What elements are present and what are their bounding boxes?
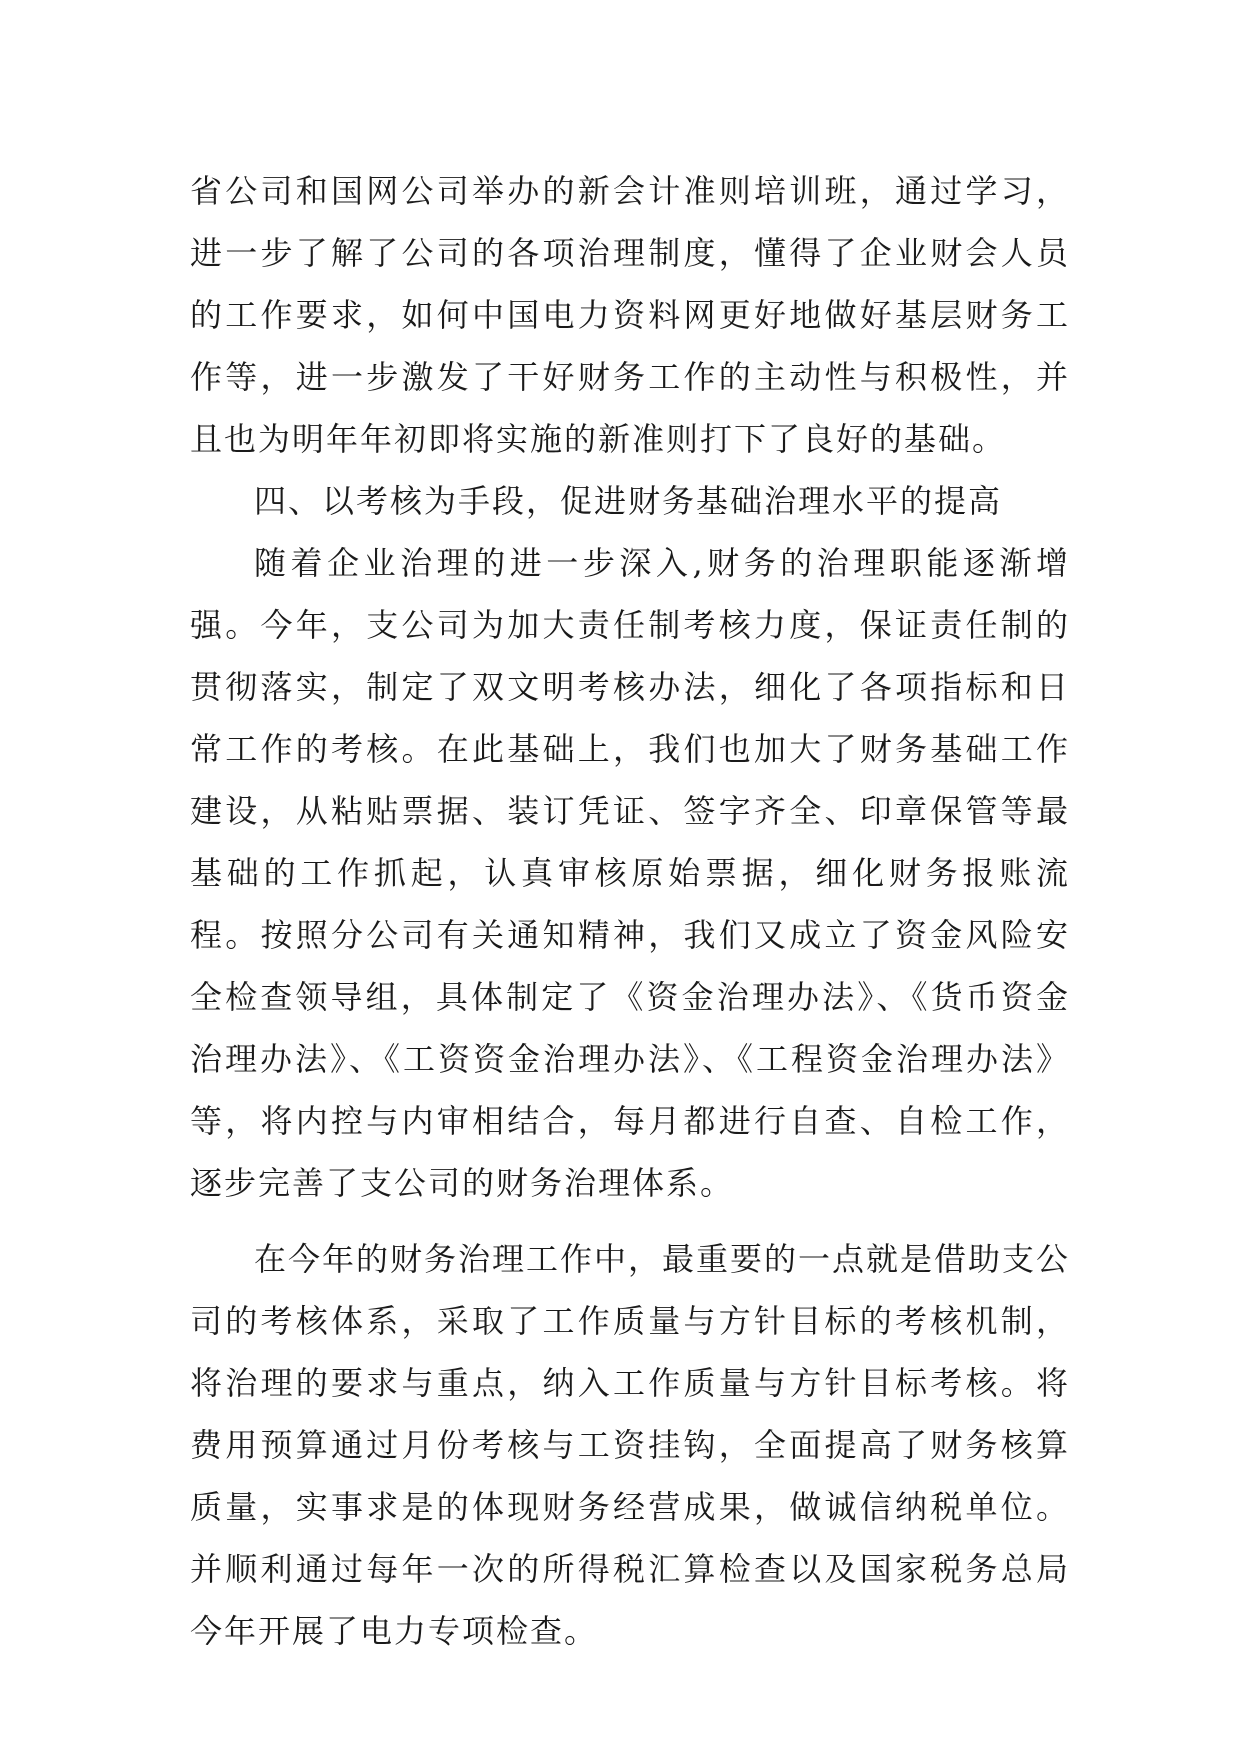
paragraph-assessment: 随着企业治理的进一步深入,财务的治理职能逐渐增强。今年，支公司为加大责任制考核力度，保证责任制的贯彻落实，制定了双文明考核办法，细化了各项指标和日常工作的考核。在此基础上，我们也加大了财务基础工作建设，从粘贴票据、装订凭证、签字齐全、印章保管等最基础的工作抓起，认真审核原始票据，细化财务报账流程。按照分公司有关通知精神，我们又成立了资金风险安全检查领导组，具体制定了《资金治理办法》、《货币资金治理办法》、《工资资金治理办法》、《工程资金治理办法》等，将内控与内审相结合，每月都进行自查、自检工作，逐步完善了支公司的财务治理体系。 (190, 544, 1070, 1202)
paragraph-continuation: 省公司和国网公司举办的新会计准则培训班，通过学习，进一步了解了公司的各项治理制度，懂得了企业财会人员的工作要求，如何中国电力资料网更好地做好基层财务工作等，进一步激发了干好财务工作的主动性与积极性，并且也为明年年初即将实施的新准则打下了良好的基础。 (190, 172, 1070, 458)
document-body (190, 160, 1070, 1662)
paragraph-finance-work: 在今年的财务治理工作中，最重要的一点就是借助支公司的考核体系，采取了工作质量与方针目标的考核机制，将治理的要求与重点，纳入工作质量与方针目标考核。将费用预算通过月份考核与工资挂钩，全面提高了财务核算质量，实事求是的体现财务经营成果，做诚信纳税单位。并顺利通过每年一次的所得税汇算检查以及国家税务总局今年开展了电力专项检查。 (190, 1240, 1071, 1650)
section-heading: 四、以考核为手段，促进财务基础治理水平的提高 (254, 482, 1003, 520)
